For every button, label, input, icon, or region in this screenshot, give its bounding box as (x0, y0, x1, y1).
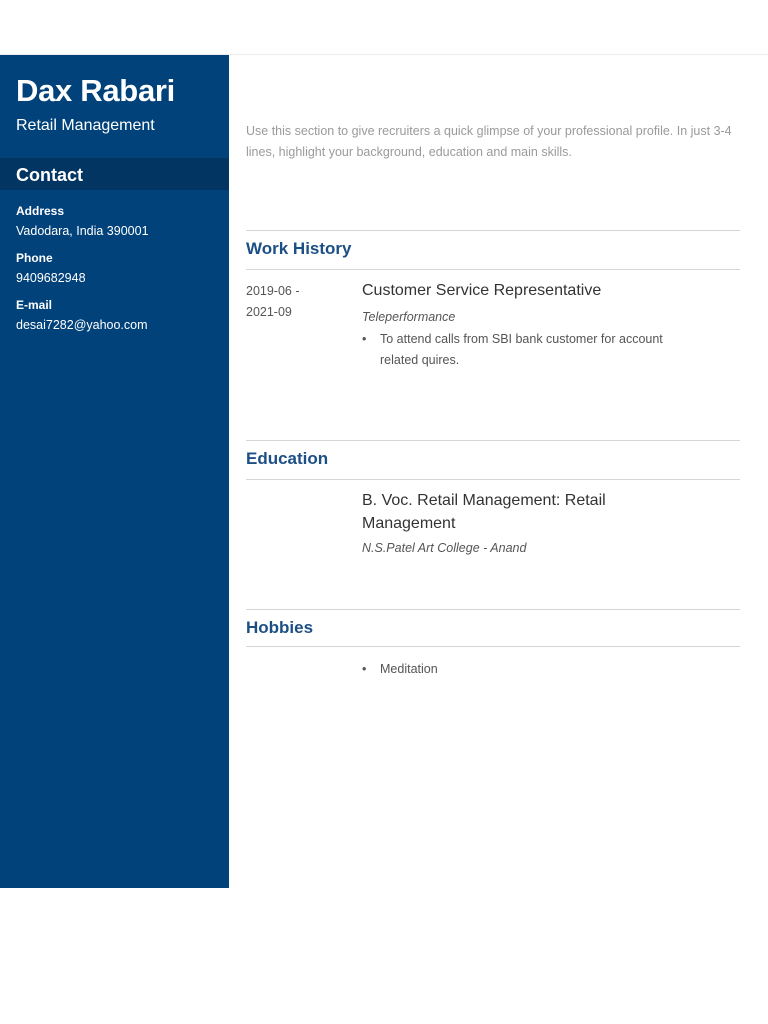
job-duty-text: To attend calls from SBI bank customer for account related quires. (380, 332, 663, 367)
work-history-top-rule (246, 230, 740, 231)
email-value: desai7282@yahoo.com (16, 318, 148, 332)
address-value: Vadodara, India 390001 (16, 224, 149, 238)
hobby-text: Meditation (380, 662, 438, 676)
hobbies-heading: Hobbies (246, 618, 314, 637)
job-company: Teleperformance (362, 310, 456, 324)
education-bottom-rule (246, 479, 740, 480)
job-date-start: 2019-06 - (246, 284, 300, 298)
contact-heading: Contact (16, 165, 83, 185)
job-date-end: 2021-09 (246, 305, 292, 319)
school-name: N.S.Patel Art College - Anand (362, 541, 527, 555)
sidebar (0, 55, 229, 888)
bullet-dot: • (362, 662, 367, 676)
work-history-heading: Work History (246, 239, 352, 258)
list-item (362, 659, 702, 680)
hobbies-bottom-rule (246, 646, 740, 647)
candidate-name: Dax Rabari (16, 73, 175, 108)
hobbies-top-rule (246, 609, 740, 610)
education-heading: Education (246, 449, 329, 468)
job-title: Customer Service Representative (362, 282, 602, 299)
education-top-rule (246, 440, 740, 441)
email-label: E-mail (16, 298, 53, 312)
profile-summary: Use this section to give recruiters a quick glimpse of your professional profile. In just 3-4 lines, highlight your background, education and main skills. (246, 124, 732, 159)
phone-label: Phone (16, 251, 53, 265)
list-item (362, 329, 702, 371)
candidate-role: Retail Management (16, 117, 155, 134)
bullet-dot: • (362, 332, 367, 346)
work-history-bottom-rule (246, 269, 740, 270)
address-label: Address (16, 204, 65, 218)
degree-title: B. Voc. Retail Management: Retail Management (362, 492, 606, 532)
contact-heading-bar (0, 158, 229, 190)
phone-value: 9409682948 (16, 271, 86, 285)
